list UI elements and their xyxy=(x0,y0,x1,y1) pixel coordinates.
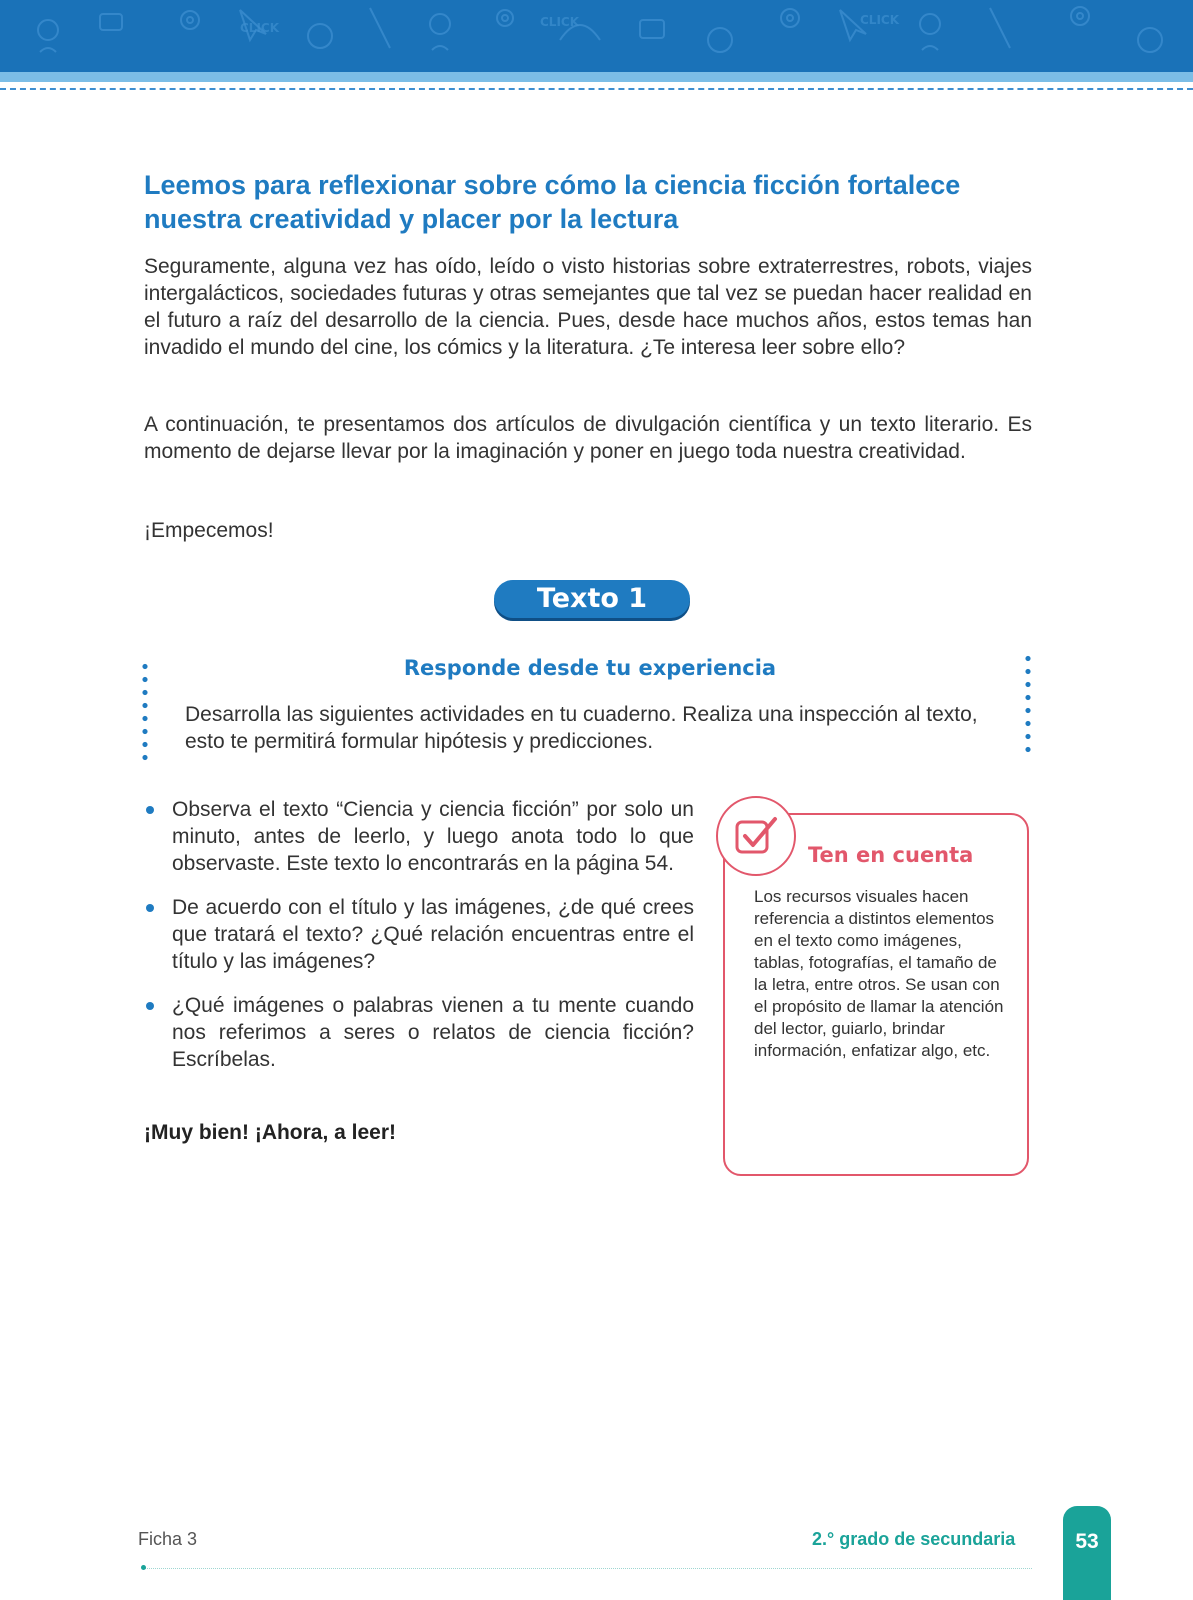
svg-text:CLICK: CLICK xyxy=(240,21,280,35)
svg-text:CLICK: CLICK xyxy=(540,15,580,29)
header-doodle-pattern xyxy=(0,0,1193,72)
header-stripe xyxy=(0,72,1193,82)
list-item-text: ¿Qué imágenes o palabras vienen a tu mente cuando nos referimos a seres o relatos de ciencia ficción? Escríbelas. xyxy=(172,994,694,1071)
dotted-border-left xyxy=(142,660,148,764)
closing-text: ¡Muy bien! ¡Ahora, a leer! xyxy=(144,1121,397,1144)
list-item xyxy=(144,992,694,1073)
intro-paragraph: Seguramente, alguna vez has oído, leído o visto historias sobre extraterrestres, robots, viajes intergalácticos, sociedades futuras y otras semejantes que tal vez se puedan hacer realidad en el futuro a raíz del desarrollo de la ciencia. Pues, desde hace muchos años, estos temas han invadido el mundo del cine, los cómics y la literatura. ¿Te interesa leer sobre ello? xyxy=(144,255,1032,359)
list-item xyxy=(144,894,694,975)
list-item xyxy=(144,796,694,877)
svg-text:CLICK: CLICK xyxy=(860,13,900,27)
continuation-paragraph: A continuación, te presentamos dos artículos de divulgación científica y un texto literario. Es momento de dejarse llevar por la imaginación y poner en juego toda nuestra creatividad. xyxy=(144,413,1032,463)
bullet-dot-icon xyxy=(146,806,154,814)
list-item-text: Observa el texto “Ciencia y ciencia ficción” por solo un minuto, antes de leerlo, y luego anota todo lo que observaste. Este texto lo encontrarás en la página 54. xyxy=(172,798,694,875)
footer-dotted-line xyxy=(142,1568,1032,1569)
texto-1-label: Texto 1 xyxy=(494,580,690,618)
empecemos-text: ¡Empecemos! xyxy=(144,519,274,542)
page-number: 53 xyxy=(1075,1530,1099,1553)
responde-title: Responde desde tu experiencia xyxy=(403,656,777,680)
ten-en-cuenta-text: Los recursos visuales hacen referencia a distintos elementos en el texto como imágenes, tablas, fotografías, el tamaño de la letra, entre otros. Se usan con el propósito de llamar la atención del lector, guiarlo, brindar información, enfatizar algo, etc. xyxy=(754,887,1004,1060)
checkbox-check-icon xyxy=(732,812,782,862)
footer-ficha: Ficha 3 xyxy=(138,1529,198,1549)
list-item-text: De acuerdo con el título y las imágenes, ¿de qué crees que tratará el texto? ¿Qué relación encuentras entre el título y las imágenes? xyxy=(172,896,694,973)
page-title: Leemos para reflexionar sobre cómo la ciencia ficción fortalece nuestra creatividad y placer por la lectura xyxy=(144,170,961,234)
ten-en-cuenta-badge xyxy=(716,796,796,876)
bullet-dot-icon xyxy=(146,904,154,912)
dotted-border-right xyxy=(1025,652,1031,756)
responde-instructions: Desarrolla las siguientes actividades en tu cuaderno. Realiza una inspección al texto, esto te permitirá formular hipótesis y predicciones. xyxy=(185,703,978,753)
header-banner xyxy=(0,0,1193,72)
ten-en-cuenta-title: Ten en cuenta xyxy=(808,843,974,867)
header-dashed-line xyxy=(0,88,1193,90)
bullet-dot-icon xyxy=(146,1002,154,1010)
footer-grado: 2.° grado de secundaria xyxy=(812,1529,1016,1549)
footer-dot xyxy=(141,1565,146,1570)
activity-list xyxy=(144,796,694,1090)
